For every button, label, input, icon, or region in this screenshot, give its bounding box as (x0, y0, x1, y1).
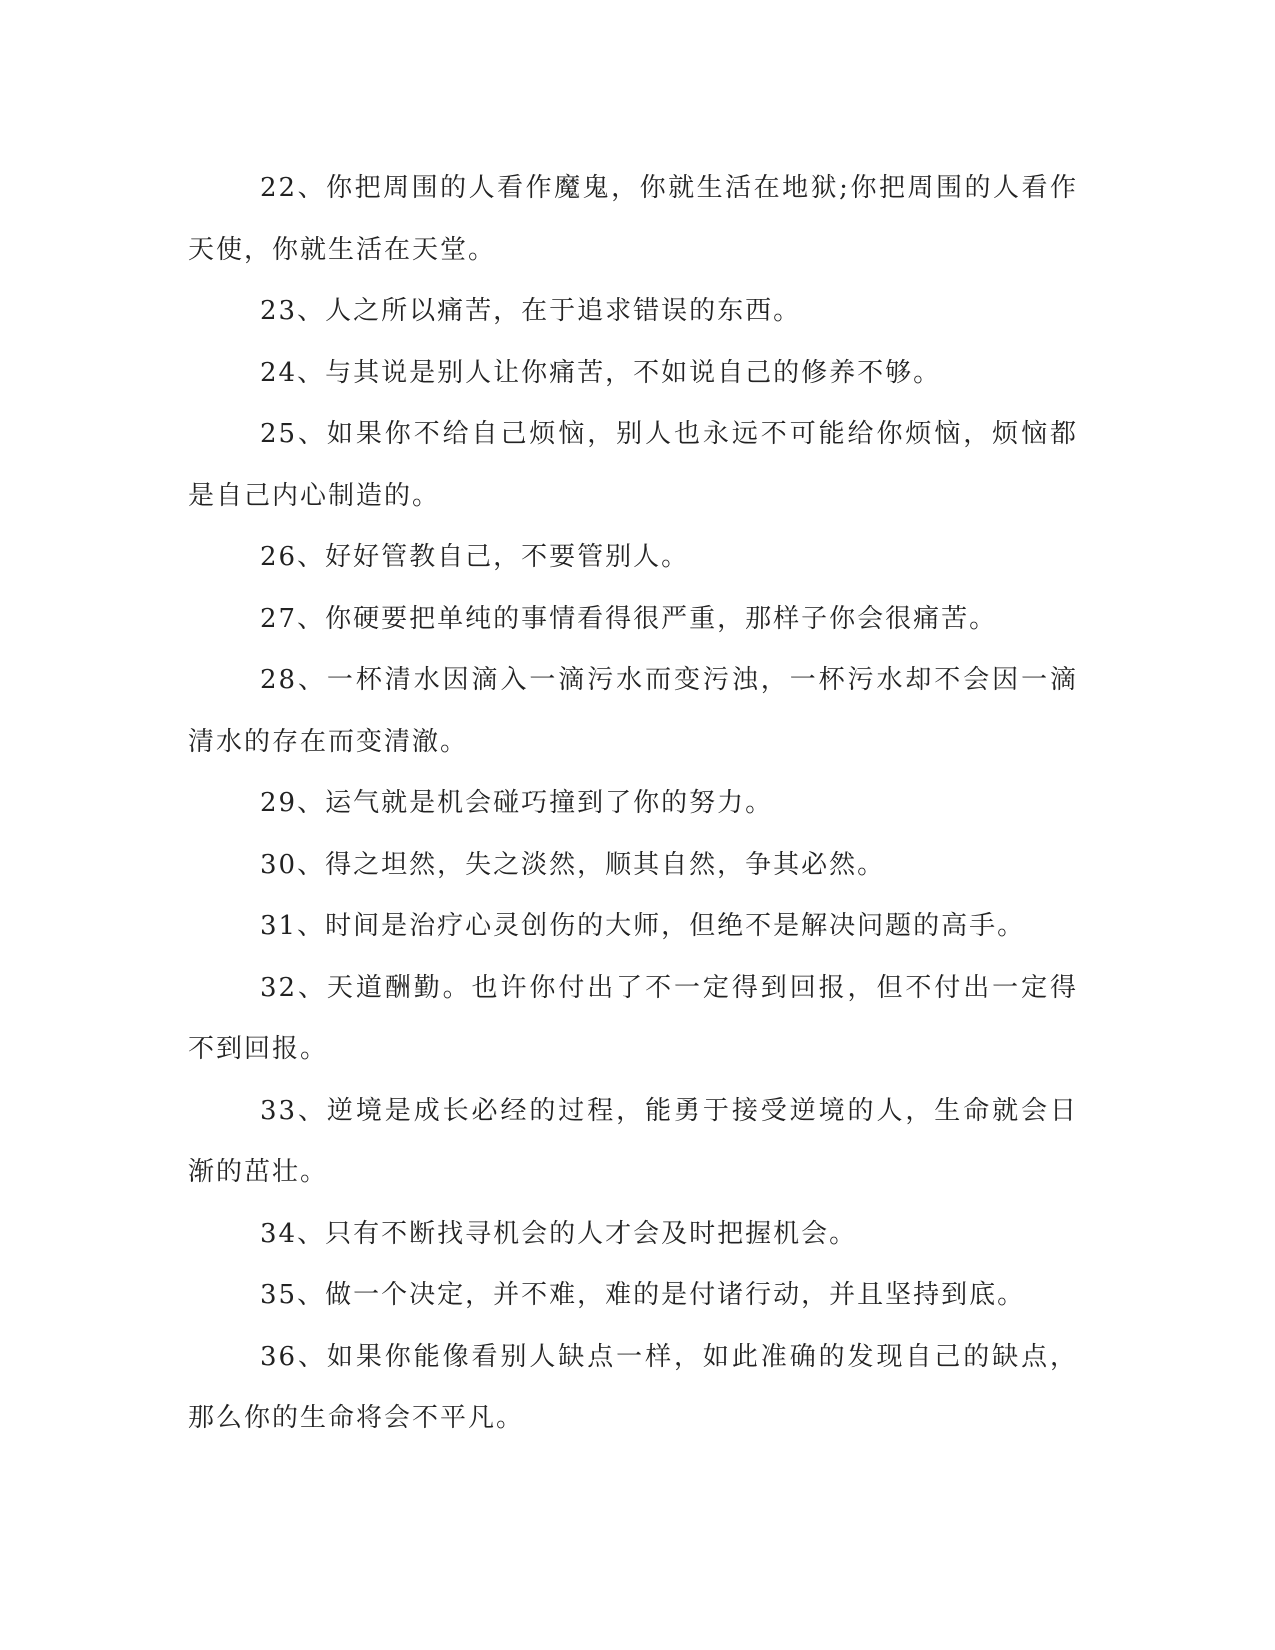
paragraph-31: 31、时间是治疗心灵创伤的大师，但绝不是解决问题的高手。 (260, 911, 1026, 941)
paragraph-29: 29、运气就是机会碰巧撞到了你的努力。 (260, 788, 774, 818)
paragraph-33: 33、逆境是成长必经的过程，能勇于接受逆境的人，生命就会日渐的茁壮。 (188, 1095, 1078, 1187)
paragraph-36: 36、如果你能像看别人缺点一样，如此准确的发现自己的缺点，那么你的生命将会不平凡。 (188, 1341, 1078, 1433)
paragraph-25: 25、如果你不给自己烦恼，别人也永远不可能给你烦恼，烦恼都是自己内心制造的。 (188, 419, 1078, 511)
paragraph-27: 27、你硬要把单纯的事情看得很严重，那样子你会很痛苦。 (260, 603, 998, 634)
document-body (188, 158, 1078, 1450)
paragraph-26: 26、好好管教自己，不要管别人。 (260, 542, 690, 572)
paragraph-28: 28、一杯清水因滴入一滴污水而变污浊，一杯污水却不会因一滴清水的存在而变清澈。 (188, 665, 1078, 757)
paragraph-22: 22、你把周围的人看作魔鬼，你就生活在地狱;你把周围的人看作天使，你就生活在天堂。 (188, 173, 1078, 265)
paragraph-35: 35、做一个决定，并不难，难的是付诸行动，并且坚持到底。 (260, 1280, 1026, 1310)
paragraph-34: 34、只有不断找寻机会的人才会及时把握机会。 (260, 1218, 858, 1249)
paragraph-23: 23、人之所以痛苦，在于追求错误的东西。 (260, 296, 802, 326)
paragraph-32: 32、天道酬勤。也许你付出了不一定得到回报，但不付出一定得不到回报。 (188, 972, 1078, 1064)
paragraph-30: 30、得之坦然，失之淡然，顺其自然，争其必然。 (260, 849, 886, 880)
paragraph-24: 24、与其说是别人让你痛苦，不如说自己的修养不够。 (260, 357, 942, 388)
